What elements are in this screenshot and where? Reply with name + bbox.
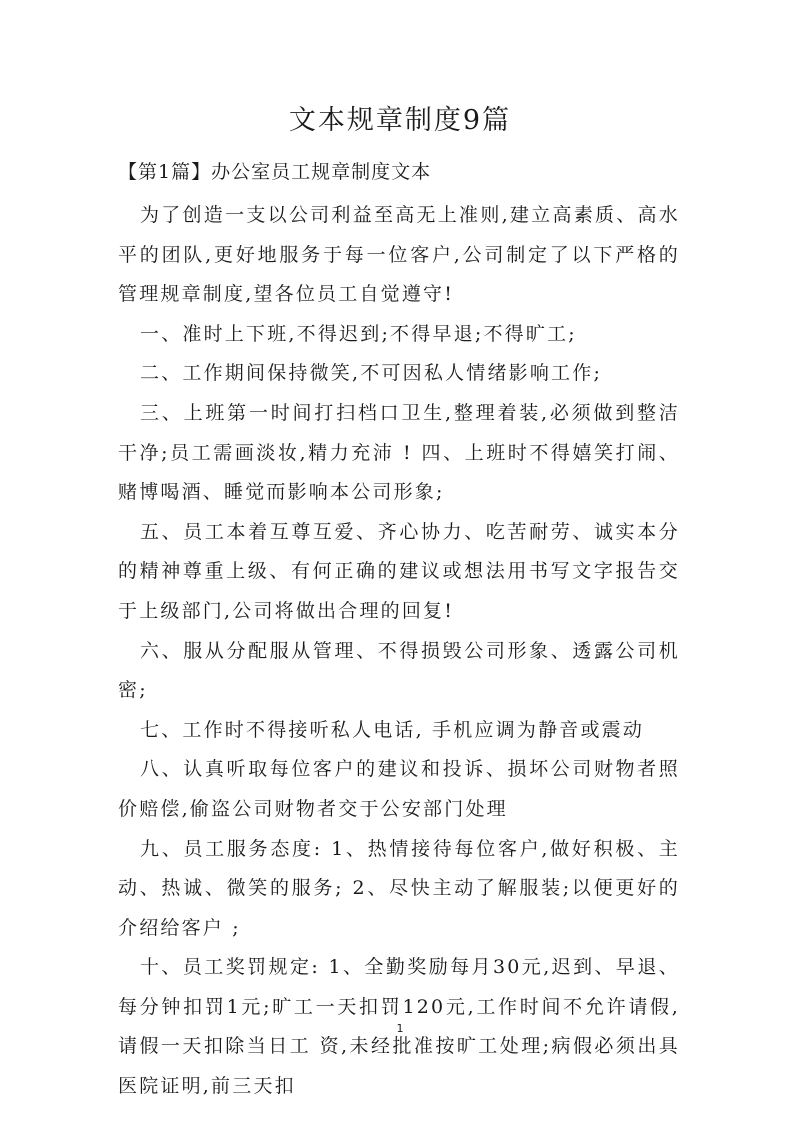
document-body [118,196,680,1107]
document-title: 文本规章制度9篇 [288,105,512,136]
section-heading: 【第1篇】办公室员工规章制度文本 [118,161,432,183]
intro-paragraph: 为了创造一支以公司利益至高无上准则,建立高素质、高水平的团队,更好地服务于每一位客户,公司制定了以下严格的管理规章制度,望各位员工自觉遵守! [118,204,680,306]
rule-paragraph: 九、员工服务态度: 1、热情接待每位客户,做好积极、主动、热诚、微笑的服务; 2、尽快主动了解服装;以便更好的介绍给客户 ; [118,837,680,939]
page-number: 1 [396,1022,404,1035]
rule-paragraph: 二、工作期间保持微笑,不可因私人情绪影响工作; [140,362,603,385]
rule-paragraph: 六、服从分配服从管理、不得损毁公司形象、透露公司机密; [118,639,680,702]
rule-paragraph: 十、员工奖罚规定: 1、全勤奖励每月30元,迟到、早退、每分钟扣罚1元;旷工一天扣罚120元,工作时间不允许请假,请假一天扣除当日工 资,未经批准按旷工处理;病假必须出具医院证明,前三天扣 [118,956,680,1098]
rule-paragraph: 三、上班第一时间打扫档口卫生,整理着装,必须做到整洁干净;员工需画淡妆,精力充沛 ! 四、上班时不得嬉笑打闹、赌博喝酒、睡觉而影响本公司形象; [118,401,680,504]
rule-paragraph: 七、工作时不得接听私人电话, 手机应调为静音或震动 [140,718,645,741]
rule-paragraph: 八、认真听取每位客户的建议和投诉、损坏公司财物者照价赔偿,偷盗公司财物者交于公安部门处理 [118,758,680,820]
rule-paragraph: 一、准时上下班,不得迟到;不得早退;不得旷工; [140,322,577,345]
rule-paragraph: 五、员工本着互尊互爱、齐心协力、吃苦耐劳、诚实本分的精神尊重上级、有何正确的建议或想法用书写文字报告交于上级部门,公司将做出合理的回复! [118,520,680,622]
